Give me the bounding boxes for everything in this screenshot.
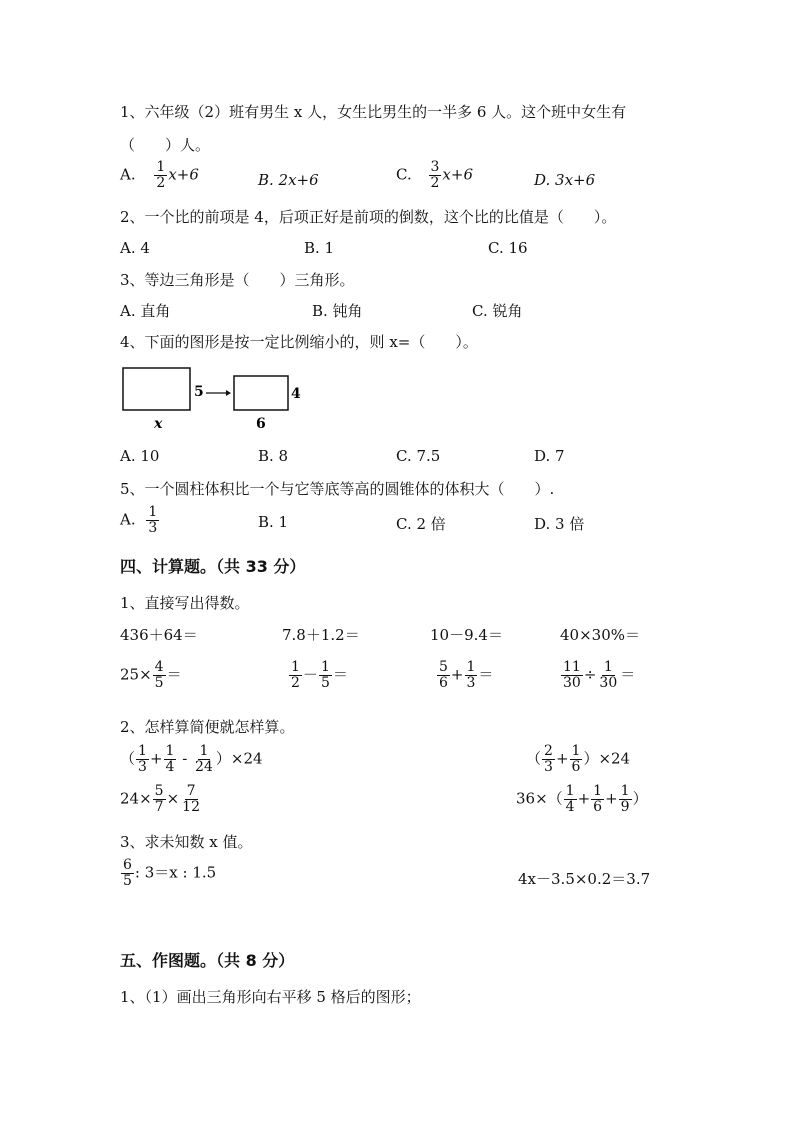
large-rectangle [123, 368, 190, 410]
q4-figure [118, 362, 318, 434]
equation-1: $\frac{6}{5}$ : 3＝x : 1.5 [123, 857, 217, 889]
fig-label-6: 6 [256, 416, 266, 432]
q4-option-b: B. 8 [258, 447, 289, 465]
calc-simplify-4: 36×（ $\frac{1}{4}$ + $\frac{1}{6}$ + $\frac{1}{9}$ ） [516, 783, 648, 815]
section4-title: 四、计算题。（共 33 分） [120, 557, 306, 576]
calc-simplify-1: （ $\frac{1}{3}$ + $\frac{1}{4}$ - $\frac{1}{24}$ ）×24 [120, 743, 263, 775]
calc-simplify-3: 24× $\frac{5}{7}$ × $\frac{7}{12}$ [120, 783, 200, 815]
q1-option-a: A. $\frac{1}{2}$ x+6 [120, 159, 199, 191]
q2-option-b: B. 1 [304, 239, 335, 257]
q2-option-a: A. 4 [120, 239, 150, 257]
section4-sub3: 3、求未知数 x 值。 [120, 833, 253, 851]
section4-sub2: 2、怎样算简便就怎样算。 [120, 718, 295, 736]
calc-simplify-2: （ $\frac{2}{3}$ + $\frac{1}{6}$ ）×24 [526, 743, 631, 775]
q5-option-d: D. 3 倍 [534, 515, 585, 533]
q2-option-c: C. 16 [488, 239, 528, 257]
q1-option-b: B. 2x+6 [258, 171, 319, 189]
small-rectangle [234, 376, 288, 410]
arrow-head-icon [226, 390, 231, 396]
calc-r1-1: 436＋64＝ [120, 626, 198, 644]
q2-text: 2、一个比的前项是 4，后项正好是前项的倒数，这个比的比值是（ ）。 [120, 208, 617, 226]
q1-option-d: D. 3x+6 [534, 171, 596, 189]
q3-option-b: B. 钝角 [312, 302, 363, 320]
calc-r2-3: $\frac{5}{6}$ + $\frac{1}{3}$ ＝ [439, 659, 494, 691]
calc-r2-2: $\frac{1}{2}$ － $\frac{1}{5}$ ＝ [291, 659, 348, 691]
q5-option-c: C. 2 倍 [396, 515, 446, 533]
q1-option-c: C. $\frac{3}{2}$ x+6 [396, 159, 473, 191]
q4-option-c: C. 7.5 [396, 447, 441, 465]
calc-r2-4: $\frac{11}{30}$ ÷ $\frac{1}{30}$ ＝ [563, 659, 636, 691]
fig-label-x: x [154, 416, 163, 432]
fig-label-5: 5 [194, 384, 204, 400]
q4-option-a: A. 10 [120, 447, 160, 465]
fig-label-4: 4 [291, 386, 301, 402]
section5-title: 五、作图题。（共 8 分） [120, 951, 295, 970]
q5-option-b: B. 1 [258, 513, 289, 531]
calc-r1-4: 40×30%＝ [560, 626, 640, 644]
q1-text-line2: （ ）人。 [120, 136, 211, 154]
calc-r2-1: 25× $\frac{4}{5}$ ＝ [120, 659, 182, 691]
section5-sub1: 1、（1）画出三角形向右平移 5 格后的图形； [120, 988, 421, 1006]
calc-r1-2: 7.8＋1.2＝ [282, 626, 360, 644]
q4-text: 4、下面的图形是按一定比例缩小的，则 x=（ ）。 [120, 333, 478, 351]
calc-r1-3: 10－9.4＝ [430, 626, 503, 644]
q4-option-d: D. 7 [534, 447, 565, 465]
q1-text-line1: 1、六年级（2）班有男生 x 人，女生比男生的一半多 6 人。这个班中女生有 [120, 103, 627, 121]
section4-sub1: 1、直接写出得数。 [120, 594, 250, 612]
q3-text: 3、等边三角形是（ ）三角形。 [120, 271, 355, 289]
equation-2: 4x－3.5×0.2＝3.7 [518, 870, 651, 888]
q3-option-c: C. 锐角 [472, 302, 523, 320]
q3-option-a: A. 直角 [120, 302, 171, 320]
q5-option-a: A. $\frac{1}{3}$ [120, 504, 158, 536]
q5-text: 5、一个圆柱体积比一个与它等底等高的圆锥体的体积大（ ）. [120, 480, 555, 498]
